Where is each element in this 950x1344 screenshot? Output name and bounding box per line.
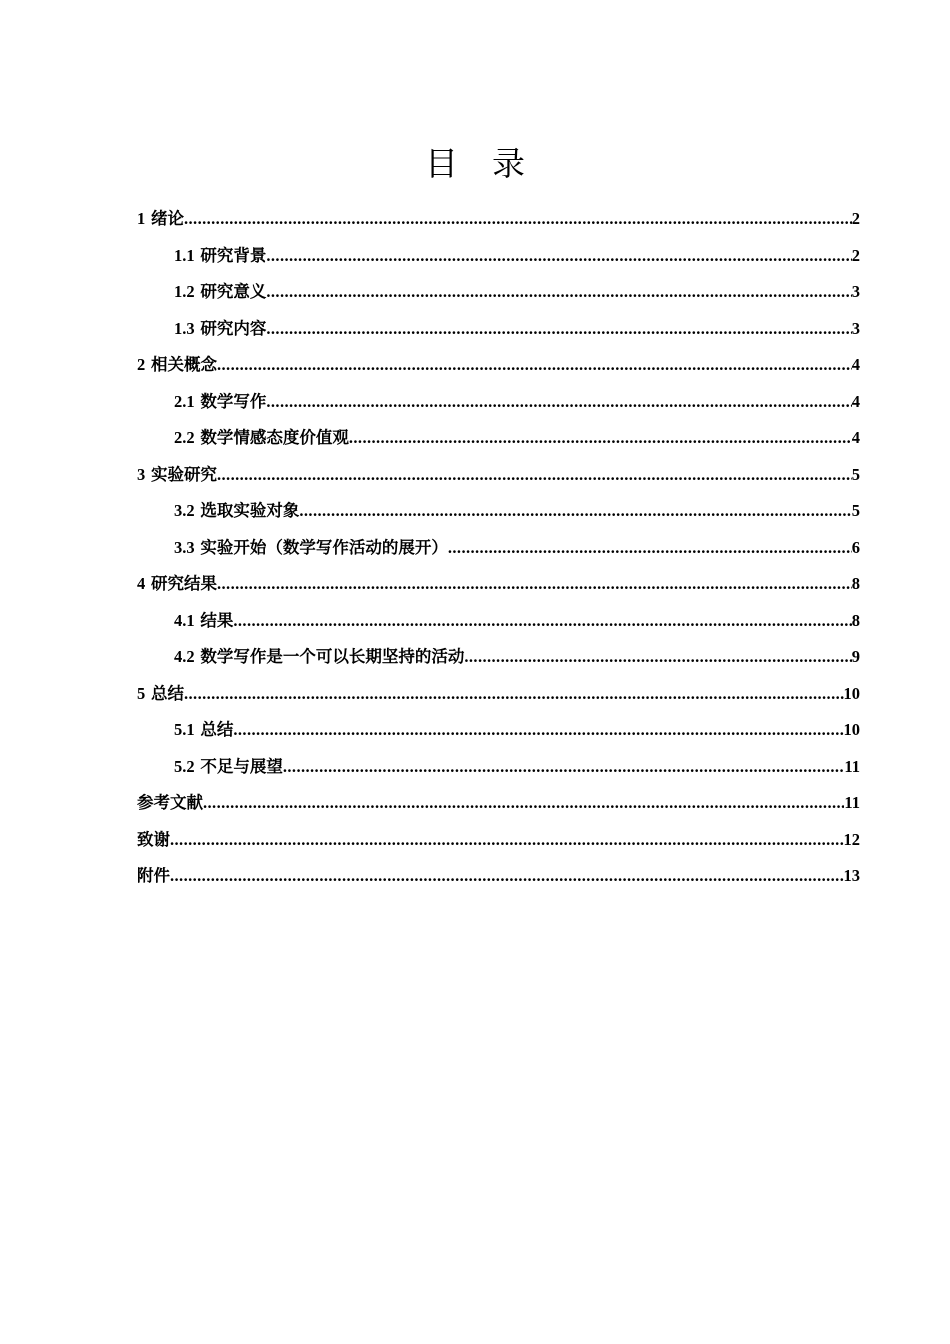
toc-entry-title: 绪论 [151, 209, 184, 228]
toc-entry-label [137, 201, 184, 238]
toc-entry-page-number: 12 [843, 829, 860, 849]
toc-entry[interactable] [137, 676, 860, 713]
toc-entry-number: 4.2 [174, 647, 195, 666]
toc-entry-number: 4.1 [174, 610, 195, 630]
toc-entry-page-number: 2 [851, 245, 860, 265]
toc-entry-label [174, 384, 266, 421]
table-of-contents [137, 201, 860, 895]
toc-leader-dots [266, 238, 851, 275]
toc-entry-title: 致谢 [137, 829, 170, 849]
toc-entry-page-number: 4 [851, 428, 860, 447]
toc-entry[interactable] [137, 311, 860, 348]
toc-leader-dots [464, 639, 851, 676]
toc-entry-number: 5 [137, 683, 146, 703]
toc-entry-title: 研究背景 [200, 245, 267, 265]
toc-entry-label [174, 420, 349, 457]
toc-entry[interactable] [137, 712, 860, 749]
toc-entry-label [137, 822, 170, 859]
toc-entry-label [137, 785, 203, 822]
toc-leader-dots [217, 347, 852, 384]
toc-entry-label [174, 712, 233, 749]
toc-entry-title: 研究结果 [151, 574, 217, 593]
toc-entry-title: 不足与展望 [200, 756, 283, 776]
toc-entry-page-number: 8 [851, 610, 860, 630]
toc-entry-page-number: 2 [851, 209, 860, 228]
toc-entry-title: 参考文献 [137, 793, 203, 812]
toc-leader-dots [299, 493, 851, 530]
toc-entry-number: 3.3 [174, 537, 195, 557]
toc-entry-page-number: 6 [851, 537, 860, 557]
toc-entry-title: 数学情感态度价值观 [200, 428, 349, 447]
toc-entry-page-number: 11 [844, 793, 860, 812]
toc-entry[interactable] [137, 749, 860, 786]
toc-entry-label [174, 493, 299, 530]
toc-entry[interactable] [137, 785, 860, 822]
toc-entry[interactable] [137, 201, 860, 238]
toc-entry-number: 2 [137, 355, 146, 374]
toc-entry[interactable] [137, 566, 860, 603]
toc-entry-number: 3 [137, 464, 146, 484]
toc-entry-number: 3.2 [174, 501, 195, 520]
toc-entry-title: 实验研究 [151, 464, 217, 484]
toc-entry-number: 1.1 [174, 245, 195, 265]
toc-entry-number: 5.2 [174, 756, 195, 776]
toc-leader-dots [266, 274, 851, 311]
toc-entry-label [174, 639, 464, 676]
toc-entry[interactable] [137, 822, 860, 859]
toc-leader-dots [448, 530, 852, 567]
page-title [0, 140, 950, 188]
toc-entry-page-number: 3 [851, 282, 860, 301]
toc-entry[interactable] [137, 384, 860, 421]
toc-entry-label [174, 603, 233, 640]
toc-entry-page-number: 4 [851, 391, 860, 411]
toc-leader-dots [266, 311, 851, 348]
toc-entry-label [174, 749, 283, 786]
toc-entry-page-number: 11 [844, 756, 860, 776]
toc-entry[interactable] [137, 603, 860, 640]
toc-entry-label [174, 311, 266, 348]
toc-entry-title: 实验开始（数学写作活动的展开） [200, 537, 448, 557]
toc-leader-dots [170, 822, 844, 859]
toc-entry-label [174, 238, 266, 275]
toc-entry-label [137, 566, 217, 603]
toc-entry-page-number: 8 [851, 574, 860, 593]
toc-entry-page-number: 5 [851, 501, 860, 520]
toc-entry-number: 2.1 [174, 391, 195, 411]
toc-leader-dots [349, 420, 852, 457]
toc-leader-dots [184, 676, 844, 713]
toc-leader-dots [283, 749, 845, 786]
toc-leader-dots [170, 858, 844, 895]
toc-entry[interactable] [137, 858, 860, 895]
toc-entry-title: 数学写作 [200, 391, 267, 411]
toc-entry-title: 研究内容 [200, 318, 267, 338]
toc-entry[interactable] [137, 347, 860, 384]
toc-entry[interactable] [137, 274, 860, 311]
toc-entry[interactable] [137, 639, 860, 676]
toc-entry-label [137, 457, 217, 494]
toc-entry-title: 数学写作是一个可以长期坚持的活动 [200, 647, 465, 666]
toc-entry-title: 附件 [137, 866, 170, 885]
toc-entry-number: 1 [137, 209, 146, 228]
toc-leader-dots [217, 457, 852, 494]
toc-entry[interactable] [137, 420, 860, 457]
toc-entry-page-number: 9 [851, 647, 860, 666]
toc-entry[interactable] [137, 238, 860, 275]
toc-entry-title: 结果 [200, 610, 234, 630]
toc-entry-page-number: 5 [851, 464, 860, 484]
toc-leader-dots [217, 566, 852, 603]
toc-entry-title: 相关概念 [151, 355, 217, 374]
toc-entry-label [174, 274, 266, 311]
toc-entry-label [137, 347, 217, 384]
toc-entry-number: 5.1 [174, 720, 195, 739]
toc-entry-title: 总结 [151, 683, 184, 703]
toc-entry-title: 研究意义 [200, 282, 267, 301]
title-char-1: 目 [425, 144, 458, 183]
toc-entry[interactable] [137, 457, 860, 494]
toc-entry-number: 1.3 [174, 318, 195, 338]
title-char-2: 录 [492, 144, 525, 183]
toc-entry-page-number: 13 [843, 866, 860, 885]
toc-entry-page-number: 3 [851, 318, 860, 338]
toc-entry-page-number: 10 [843, 720, 860, 739]
toc-entry-number: 2.2 [174, 428, 195, 447]
toc-entry-label [137, 858, 170, 895]
toc-entry-number: 4 [137, 574, 146, 593]
toc-leader-dots [233, 603, 851, 640]
toc-entry-label [174, 530, 448, 567]
toc-entry-number: 1.2 [174, 282, 195, 301]
toc-entry[interactable] [137, 493, 860, 530]
toc-entry-title: 选取实验对象 [200, 501, 300, 520]
toc-leader-dots [266, 384, 851, 421]
toc-leader-dots [203, 785, 844, 822]
toc-entry-title: 总结 [200, 720, 234, 739]
toc-entry-label [137, 676, 184, 713]
toc-leader-dots [233, 712, 843, 749]
toc-entry[interactable] [137, 530, 860, 567]
toc-leader-dots [184, 201, 852, 238]
toc-entry-page-number: 4 [851, 355, 860, 374]
toc-entry-page-number: 10 [843, 683, 860, 703]
